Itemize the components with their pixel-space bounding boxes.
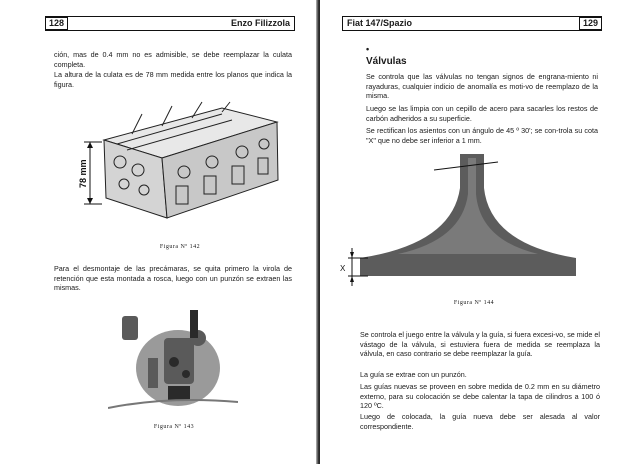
right-paragraph-3: Se rectifican los asientos con un ángulo de 45 º 30'; se con-trola su cota "X" que no debe ser inferior a 1 mm.: [366, 126, 598, 145]
right-paragraph-5: La guía se extrae con un punzón.: [360, 370, 467, 379]
figure-142-caption: Figura Nº 142: [159, 244, 201, 250]
left-page: [0, 0, 318, 464]
left-paragraph-2: La altura de la culata es de 78 mm medida entre los planos que indica la figura.: [54, 70, 292, 89]
section-title: Válvulas: [366, 56, 407, 67]
right-page-number: 129: [579, 17, 602, 30]
right-paragraph-7: Luego de colocada, la guía nueva debe ser alesada al valor correspondiente.: [360, 412, 600, 431]
left-paragraph-3: Para el desmontaje de las precámaras, se quita primero la virola de retención que esta montada a rosca, luego con un punzón se extraen las mismas.: [54, 264, 292, 292]
figure-142-cylinder-head: [72, 100, 282, 230]
figure-144-dimension-label: X: [340, 264, 346, 273]
section-bullet: •: [366, 44, 370, 54]
right-paragraph-2: Luego se las limpia con un cepillo de acero para sacarles los restos de carbón adheridos a su superficie.: [366, 104, 598, 123]
left-paragraph-1: ción, mas de 0.4 mm no es admisible, se debe reemplazar la culata completa.: [54, 50, 292, 69]
left-running-head-title: Enzo Filizzola: [230, 18, 290, 28]
right-paragraph-4: Se controla el juego entre la válvula y la guía, si fuera excesi-vo, se mide el vástago de la válvula, si estuviera fuera de medida se reemplaza la válvula, en caso contrario se debe reemplazar la guía.: [360, 330, 600, 358]
figure-143-prechamber-removal: [108, 298, 238, 416]
right-running-head-title: Fiat 147/Spazio: [347, 18, 413, 28]
right-paragraph-1: Se controla que las válvulas no tengan signos de engrana-miento ni rayaduras, cualquier indicio de anomalía es moti-vo de reemplazo de la misma.: [366, 72, 598, 100]
figure-143-caption: Figura Nº 143: [153, 424, 195, 430]
left-page-number: 128: [45, 17, 68, 30]
right-paragraph-6: Las guías nuevas se proveen en sobre medida de 0.2 mm en su diámetro externo, para su colocación se debe calentar la tapa de cilindros a 100 ó 120 ºC.: [360, 382, 600, 410]
right-running-header: [342, 16, 602, 31]
left-running-header: [45, 16, 295, 31]
right-page: [320, 0, 638, 464]
figure-144-valve: [338, 148, 604, 290]
figure-142-dimension-label: 78 mm: [78, 159, 88, 188]
figure-144-caption: Figura Nº 144: [453, 300, 495, 306]
